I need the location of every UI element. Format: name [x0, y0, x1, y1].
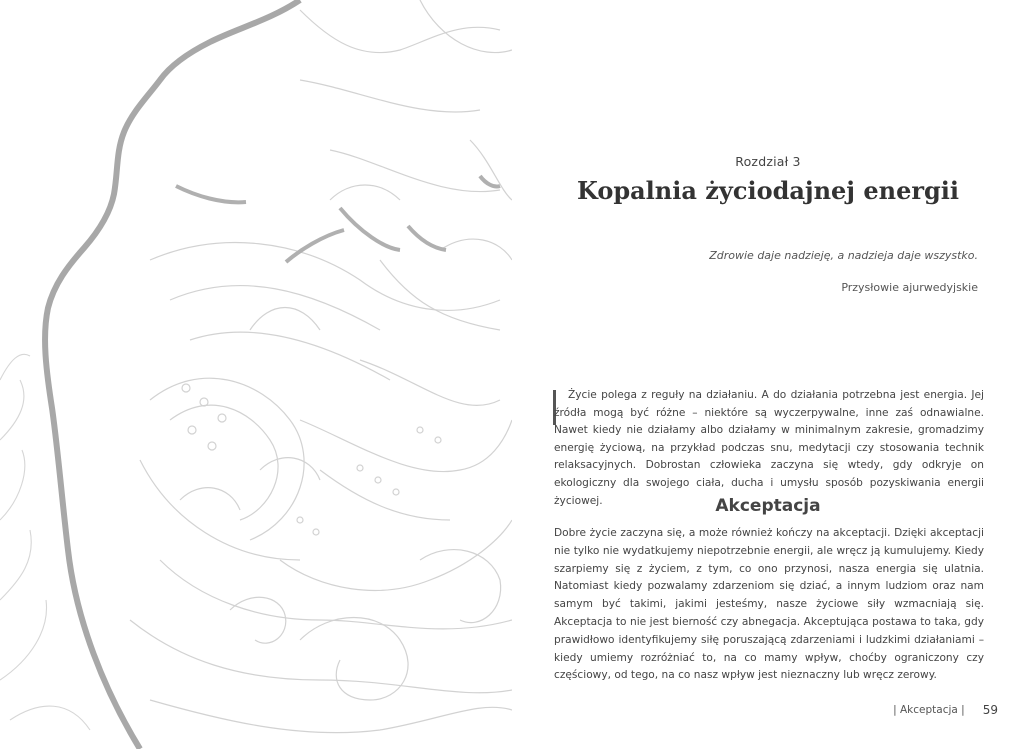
- page-number: 59: [982, 703, 998, 717]
- section-paragraph: Dobre życie zaczyna się, a może również kończy na akceptacji. Dzięki akceptacji nie tylko nie wydatkujemy niepotrzebnie energii, ale wręcz ją kumulujemy. Kiedy szarpiemy się z życiem, z tym, co ono przynosi, nasza energia się ulatnia. Natomiast kiedy pozwalamy zdarzeniom się dziać, a innym ludziom oraz nam samym być takimi, jakimi jesteśmy, nasze życiowe siły wzmacniają się. Akceptacja to nie jest bierność czy abnegacja. Akceptująca postawa to taka, gdy prawidłowo identyfikujemy siłę poruszającą zdarzeniami i ludzkimi działaniami – kiedy umiemy rozróżniać to, na co mamy wpływ, choćby ograniczony czy częściowy, od tego, na co nasz wpływ jest nieznaczny lub wręcz zerowy.: [554, 527, 984, 682]
- chapter-title: Kopalnia życiodajnej energii: [577, 176, 959, 205]
- motto-quote: Zdrowie daje nadzieję, a nadzieja daje wszystko.: [709, 249, 978, 262]
- right-page-text: [512, 0, 1024, 749]
- chapter-label: Rozdział 3: [735, 154, 801, 169]
- running-head: | Akceptacja |: [893, 704, 965, 716]
- motto-source: Przysłowie ajurwedyjskie: [841, 281, 978, 294]
- intro-paragraph: [554, 387, 984, 510]
- page-footer: [893, 703, 998, 717]
- section-heading: Akceptacja: [715, 496, 821, 516]
- intro-text: Życie polega z reguły na działaniu. A do działania potrzebna jest energia. Jej źródła mogą być różne – niektóre są wyczerpywalne, inne zaś odnawialne. Nawet kiedy nie działamy albo działamy w minimalnym zakresie, gromadzimy energię życiową, na przykład podczas snu, medytacji czy stosowania technik relaksacyjnych. Dobrostan człowieka zaczyna się wtedy, gdy odkryje on ekologiczny dla swojego ciała, ducha i umysłu sposób pozyskiwania energii życiowej.: [554, 389, 984, 507]
